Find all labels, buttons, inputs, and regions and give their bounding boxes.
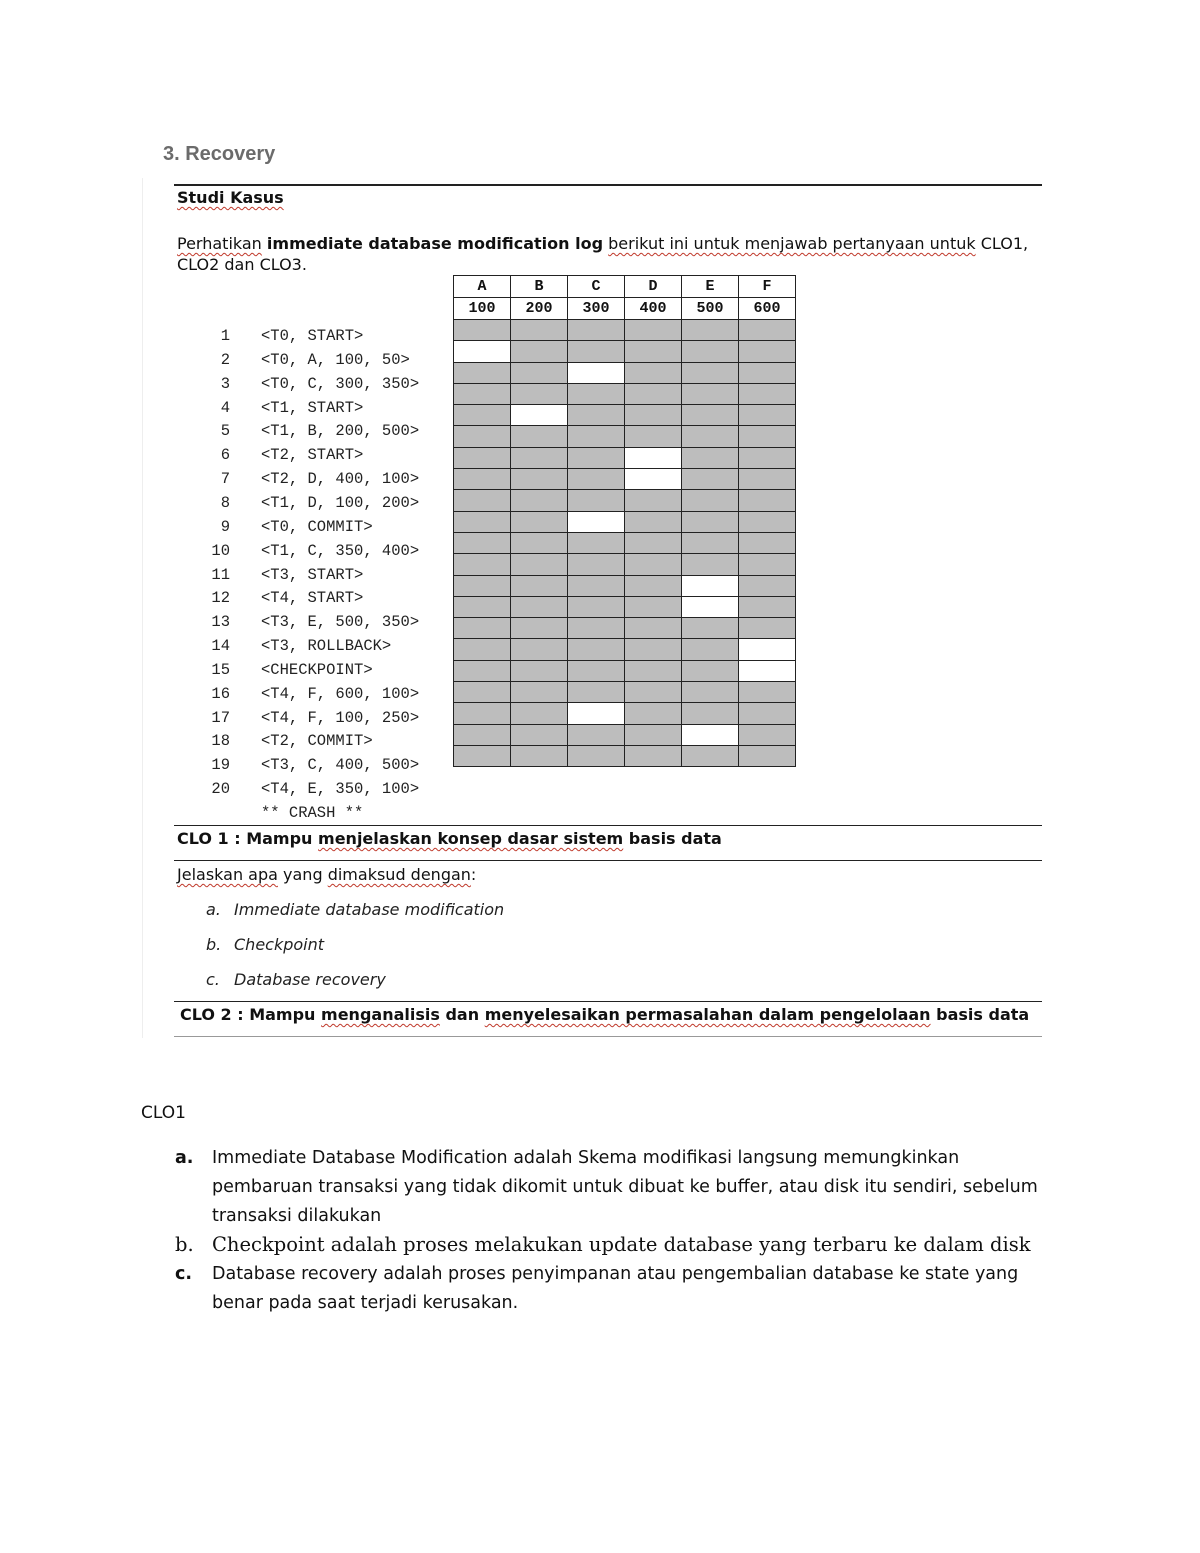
log-row-entry: <T0, A, 100, 50> — [261, 350, 410, 369]
table-cell — [625, 490, 682, 511]
clo1-top-rule — [174, 825, 1042, 826]
table-cell — [568, 469, 625, 490]
table-cell — [511, 575, 568, 596]
log-row-number: 2 — [220, 350, 230, 369]
table-cell — [739, 511, 796, 532]
log-row-entry: <T4, F, 600, 100> — [261, 684, 420, 703]
log-row — [200, 778, 419, 802]
column-header: E — [682, 276, 739, 298]
table-row — [454, 447, 796, 468]
answer-a-text: Immediate Database Modification adalah Skema modifikasi langsung memungkinkan pembaruan transaksi yang tidak dikomit untuk dibuat ke buffer, atau disk itu sendiri, sebelum transaksi dilakukan — [212, 1148, 1038, 1226]
log-row — [200, 444, 363, 468]
table-cell — [625, 362, 682, 383]
question-item-a — [206, 900, 504, 919]
table-cell — [682, 490, 739, 511]
intro-word-1: Perhatikan — [177, 234, 262, 253]
table-cell — [511, 320, 568, 341]
table-cell — [682, 383, 739, 404]
log-row-number: 7 — [220, 470, 230, 489]
log-row-number: 13 — [211, 613, 230, 632]
table-cell — [511, 618, 568, 639]
table-cell — [625, 639, 682, 660]
table-cell — [739, 660, 796, 681]
value-table — [453, 275, 796, 767]
clo2-heading — [180, 1005, 1029, 1024]
table-cell — [568, 745, 625, 766]
log-row-number: 20 — [211, 780, 230, 799]
table-row — [454, 341, 796, 362]
table-row — [454, 596, 796, 617]
table-cell — [739, 703, 796, 724]
log-row-number: 12 — [211, 589, 230, 608]
table-cell — [682, 554, 739, 575]
table-row — [454, 383, 796, 404]
table-cell — [682, 405, 739, 426]
log-row-number: 17 — [211, 708, 230, 727]
intro-rest: CLO1, CLO2 dan CLO3. — [177, 234, 1029, 274]
table-row — [454, 320, 796, 341]
table-cell — [682, 341, 739, 362]
clo2-mid: dan — [445, 1005, 480, 1024]
log-row — [200, 420, 419, 444]
table-row — [454, 532, 796, 553]
table-cell — [454, 447, 511, 468]
initial-value-cell: 400 — [625, 298, 682, 320]
question-wavy-2: dimaksud dengan — [327, 865, 471, 884]
table-cell — [454, 682, 511, 703]
table-row — [454, 724, 796, 745]
table-row — [454, 469, 796, 490]
clo2-wavy-2: menyelesaikan permasalahan dalam pengelolaan — [484, 1005, 931, 1024]
table-cell — [625, 532, 682, 553]
table-cell — [625, 447, 682, 468]
table-cell — [739, 639, 796, 660]
question-item-letter: b. — [206, 935, 222, 954]
log-row-entry: <T1, B, 200, 500> — [261, 422, 420, 441]
log-row — [200, 730, 373, 754]
table-cell — [454, 426, 511, 447]
table-cell — [682, 618, 739, 639]
question-end: : — [470, 865, 477, 884]
log-row-number: 8 — [220, 493, 230, 512]
log-row-entry: <T0, C, 300, 350> — [261, 374, 420, 393]
table-cell — [739, 362, 796, 383]
log-row — [200, 683, 419, 707]
table-row — [454, 554, 796, 575]
column-header: D — [625, 276, 682, 298]
question-item-text: Immediate database modification — [234, 900, 505, 919]
log-row-number: 15 — [211, 660, 230, 679]
log-row-entry: <T2, COMMIT> — [261, 732, 373, 751]
table-cell — [625, 469, 682, 490]
log-row — [200, 754, 419, 778]
table-cell — [454, 660, 511, 681]
table-cell — [568, 660, 625, 681]
table-cell — [739, 405, 796, 426]
clo1-prefix: CLO 1 : Mampu — [177, 829, 313, 848]
table-cell — [511, 383, 568, 404]
log-row-number: 5 — [220, 422, 230, 441]
table-cell — [625, 660, 682, 681]
table-cell — [682, 469, 739, 490]
table-row — [454, 362, 796, 383]
log-row-entry: <T4, F, 100, 250> — [261, 708, 420, 727]
log-row — [200, 516, 373, 540]
question-item-letter: c. — [206, 970, 220, 989]
studi-kasus-heading — [177, 188, 284, 207]
answer-a — [175, 1144, 1065, 1231]
log-row — [200, 373, 419, 397]
intro-word-2: berikut ini untuk menjawab pertanyaan untuk — [608, 234, 976, 253]
table-cell — [454, 703, 511, 724]
table-cell — [625, 341, 682, 362]
log-row-entry: <T3, E, 500, 350> — [261, 613, 420, 632]
table-header-row — [454, 276, 796, 298]
log-row-entry: <T0, COMMIT> — [261, 517, 373, 536]
table-cell — [568, 426, 625, 447]
table-cell — [568, 511, 625, 532]
table-cell — [568, 532, 625, 553]
table-cell — [625, 724, 682, 745]
table-cell — [625, 745, 682, 766]
table-row — [454, 703, 796, 724]
table-cell — [682, 682, 739, 703]
table-cell — [739, 618, 796, 639]
table-cell — [454, 745, 511, 766]
table-cell — [454, 320, 511, 341]
table-cell — [625, 682, 682, 703]
answer-b-letter: b. — [175, 1233, 194, 1256]
log-row — [200, 540, 419, 564]
table-cell — [511, 490, 568, 511]
log-row-number: 19 — [211, 756, 230, 775]
table-cell — [511, 596, 568, 617]
table-cell — [568, 596, 625, 617]
clo2-prefix: CLO 2 : Mampu — [180, 1005, 316, 1024]
table-cell — [568, 682, 625, 703]
table-cell — [568, 383, 625, 404]
initial-value-cell: 100 — [454, 298, 511, 320]
intro-paragraph — [177, 233, 1037, 275]
table-row — [454, 639, 796, 660]
table-cell — [511, 362, 568, 383]
log-row-entry: <T1, D, 100, 200> — [261, 493, 420, 512]
table-cell — [682, 447, 739, 468]
table-row — [454, 490, 796, 511]
table-cell — [454, 639, 511, 660]
table-cell — [454, 575, 511, 596]
answer-a-letter: a. — [175, 1148, 194, 1168]
question-item-b — [206, 935, 324, 954]
table-row — [454, 575, 796, 596]
table-cell — [568, 703, 625, 724]
clo1-heading — [177, 829, 722, 848]
log-row-entry: <CHECKPOINT> — [261, 660, 373, 679]
table-cell — [511, 469, 568, 490]
table-cell — [511, 724, 568, 745]
table-cell — [454, 596, 511, 617]
table-row — [454, 745, 796, 766]
table-cell — [511, 554, 568, 575]
clo1-wavy: menjelaskan konsep dasar sistem — [318, 829, 624, 848]
table-cell — [511, 639, 568, 660]
table-cell — [739, 554, 796, 575]
table-cell — [568, 575, 625, 596]
table-cell — [454, 724, 511, 745]
log-row-number: 14 — [211, 637, 230, 656]
question-item-letter: a. — [206, 900, 221, 919]
studi-kasus-label: Studi Kasus — [177, 188, 284, 207]
question-item-text: Checkpoint — [234, 935, 325, 954]
table-cell — [739, 447, 796, 468]
log-row — [200, 635, 391, 659]
page-margin-line — [142, 178, 143, 1038]
table-cell — [625, 320, 682, 341]
table-cell — [682, 724, 739, 745]
table-cell — [739, 724, 796, 745]
table-cell — [682, 532, 739, 553]
table-cell — [739, 320, 796, 341]
table-cell — [625, 405, 682, 426]
table-cell — [568, 447, 625, 468]
table-cell — [625, 426, 682, 447]
log-row-entry: <T3, ROLLBACK> — [261, 637, 392, 656]
top-rule — [174, 184, 1042, 186]
log-row-entry: <T2, START> — [261, 446, 364, 465]
table-cell — [739, 469, 796, 490]
answer-b-text: Checkpoint adalah proses melakukan update database yang terbaru ke dalam disk — [212, 1233, 1031, 1256]
table-cell — [454, 362, 511, 383]
clo2-bottom-rule — [174, 1036, 1042, 1037]
answer-c-text: Database recovery adalah proses penyimpanan atau pengembalian database ke state yang benar pada saat terjadi kerusakan. — [212, 1264, 1019, 1313]
log-row — [200, 611, 419, 635]
table-cell — [625, 703, 682, 724]
log-row — [200, 397, 363, 421]
log-row — [200, 659, 373, 683]
column-header: C — [568, 276, 625, 298]
initial-value-cell: 600 — [739, 298, 796, 320]
question-mid: yang — [283, 865, 323, 884]
log-row — [200, 349, 410, 373]
question-item-c — [206, 970, 386, 989]
table-cell — [568, 618, 625, 639]
table-cell — [682, 660, 739, 681]
initial-value-cell: 500 — [682, 298, 739, 320]
log-row-entry: <T1, START> — [261, 398, 364, 417]
log-row — [200, 325, 363, 349]
table-row — [454, 660, 796, 681]
table-cell — [682, 511, 739, 532]
table-cell — [511, 745, 568, 766]
log-row — [200, 564, 363, 588]
initial-values-row — [454, 298, 796, 320]
table-cell — [511, 447, 568, 468]
column-header: A — [454, 276, 511, 298]
table-cell — [511, 511, 568, 532]
table-row — [454, 682, 796, 703]
section-title: 3. Recovery — [163, 143, 276, 165]
table-cell — [454, 618, 511, 639]
table-cell — [511, 341, 568, 362]
table-cell — [511, 426, 568, 447]
clo2-suffix: basis data — [936, 1005, 1030, 1024]
table-cell — [739, 490, 796, 511]
log-row-number: 10 — [211, 541, 230, 560]
question-wavy-1: Jelaskan apa — [177, 865, 278, 884]
clo2-top-rule — [174, 1001, 1042, 1002]
table-cell — [511, 682, 568, 703]
table-cell — [511, 405, 568, 426]
log-row-number: 1 — [220, 327, 230, 345]
table-cell — [682, 426, 739, 447]
table-cell — [739, 682, 796, 703]
log-row-number: 16 — [211, 684, 230, 703]
table-cell — [568, 554, 625, 575]
table-row — [454, 511, 796, 532]
table-cell — [454, 405, 511, 426]
table-cell — [454, 554, 511, 575]
table-cell — [625, 575, 682, 596]
table-cell — [682, 703, 739, 724]
table-cell — [568, 490, 625, 511]
table-cell — [568, 362, 625, 383]
table-cell — [511, 660, 568, 681]
log-row-entry: <T3, C, 400, 500> — [261, 756, 420, 775]
table-cell — [682, 362, 739, 383]
table-cell — [454, 532, 511, 553]
table-cell — [739, 596, 796, 617]
log-row-number: 9 — [220, 517, 230, 536]
table-cell — [568, 724, 625, 745]
table-cell — [682, 639, 739, 660]
answer-c — [175, 1260, 1065, 1318]
log-row-entry: <T4, START> — [261, 589, 364, 608]
table-cell — [511, 703, 568, 724]
table-cell — [625, 511, 682, 532]
column-header: F — [739, 276, 796, 298]
answer-c-letter: c. — [175, 1264, 193, 1284]
table-cell — [454, 341, 511, 362]
table-cell — [682, 320, 739, 341]
log-row — [200, 492, 419, 516]
table-cell — [625, 554, 682, 575]
table-cell — [568, 341, 625, 362]
table-cell — [568, 639, 625, 660]
clo1-bottom-rule — [174, 860, 1042, 861]
table-cell — [739, 575, 796, 596]
table-cell — [682, 745, 739, 766]
log-row-number: 18 — [211, 732, 230, 751]
log-row-number: 6 — [220, 446, 230, 465]
intro-bold: immediate database modification log — [266, 234, 604, 253]
table-cell — [568, 405, 625, 426]
clo2-wavy-1: menganalisis — [321, 1005, 440, 1024]
clo1-suffix: basis data — [628, 829, 722, 848]
table-cell — [739, 532, 796, 553]
table-cell — [454, 511, 511, 532]
table-cell — [682, 596, 739, 617]
initial-value-cell: 200 — [511, 298, 568, 320]
table-cell — [739, 383, 796, 404]
table-cell — [568, 320, 625, 341]
table-cell — [625, 383, 682, 404]
table-cell — [625, 596, 682, 617]
log-row-entry: <T3, START> — [261, 565, 364, 584]
initial-value-cell: 300 — [568, 298, 625, 320]
crash-marker: ** CRASH ** — [261, 804, 364, 822]
answer-heading: CLO1 — [141, 1103, 186, 1123]
table-cell — [739, 341, 796, 362]
table-cell — [682, 575, 739, 596]
log-row — [200, 707, 419, 731]
log-row-entry: <T2, D, 400, 100> — [261, 470, 420, 489]
table-cell — [739, 426, 796, 447]
log-row — [200, 587, 363, 611]
log-row — [200, 468, 419, 492]
table-cell — [454, 490, 511, 511]
table-cell — [454, 383, 511, 404]
table-row — [454, 618, 796, 639]
log-row-number: 3 — [220, 374, 230, 393]
table-row — [454, 426, 796, 447]
table-cell — [454, 469, 511, 490]
log-row-entry: <T0, START> — [261, 327, 364, 345]
table-row — [454, 405, 796, 426]
log-row-entry: <T1, C, 350, 400> — [261, 541, 420, 560]
log-row-number: 11 — [211, 565, 230, 584]
table-cell — [511, 532, 568, 553]
table-cell — [739, 745, 796, 766]
column-header: B — [511, 276, 568, 298]
question-item-text: Database recovery — [234, 970, 386, 989]
table-cell — [625, 618, 682, 639]
log-row-number: 4 — [220, 398, 230, 417]
answer-b — [175, 1230, 1065, 1259]
question-prompt — [177, 865, 476, 884]
log-row-entry: <T4, E, 350, 100> — [261, 780, 420, 799]
